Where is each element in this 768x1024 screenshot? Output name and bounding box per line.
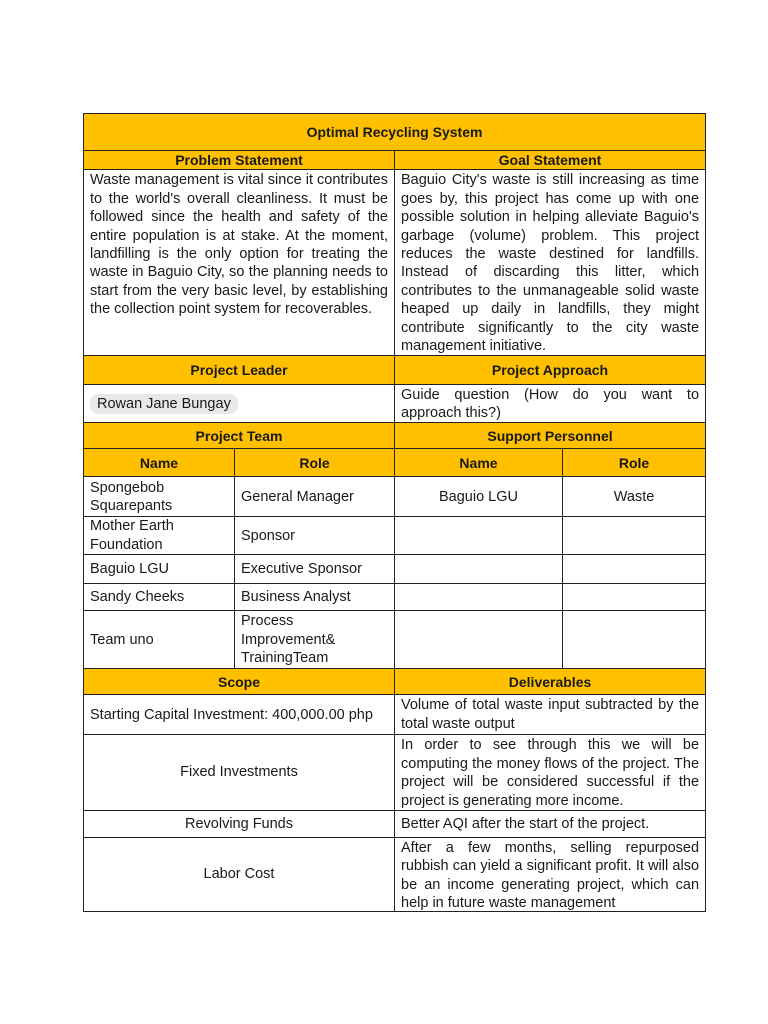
team-member-name: Team uno <box>84 611 235 669</box>
support-empty-cell <box>563 611 706 669</box>
team-name-column-header: Name <box>84 449 235 477</box>
goal-statement-text: Baguio City's waste is still increasing as time goes by, this project has come up with one possible solution in helping alleviate Baguio's garbage (volume) problem. This project reduces the waste destined for landfills. Instead of discarding this litter, which contributes to the unmanageable solid waste heaped up daily in landfills, they might contribute significantly to the city waste management initiative. <box>395 170 706 356</box>
team-member-name: Mother Earth Foundation <box>84 517 235 555</box>
scope-heading: Scope <box>84 669 395 695</box>
support-empty-cell <box>563 517 706 555</box>
scope-item: Starting Capital Investment: 400,000.00 php <box>84 695 395 735</box>
support-empty-cell <box>395 555 563 584</box>
problem-statement-text: Waste management is vital since it contributes to the world's overall cleanliness. It must be followed since the health and safety of the entire population is at stake. At the moment, landfilling is the only option for treating the waste in Baguio City, so the planning needs to start from the very basic level, by establishing the collection point system for recoverables. <box>84 170 395 356</box>
support-empty-cell <box>395 611 563 669</box>
project-leader-cell <box>84 385 395 423</box>
table-row <box>84 611 706 669</box>
problem-statement-heading: Problem Statement <box>84 151 395 170</box>
team-role-column-header: Role <box>235 449 395 477</box>
statement-header-row <box>84 151 706 170</box>
team-member-role: Business Analyst <box>235 584 395 611</box>
statement-text-row <box>84 170 706 356</box>
team-column-header-row <box>84 449 706 477</box>
leader-approach-row <box>84 385 706 423</box>
support-personnel-heading: Support Personnel <box>395 423 706 449</box>
scope-item: Fixed Investments <box>84 735 395 811</box>
scope-deliverables-header-row <box>84 669 706 695</box>
support-name-column-header: Name <box>395 449 563 477</box>
support-role-column-header: Role <box>563 449 706 477</box>
team-support-header-row <box>84 423 706 449</box>
charter-title: Optimal Recycling System <box>84 114 706 151</box>
team-member-name: Spongebob Squarepants <box>84 477 235 517</box>
support-member-name: Baguio LGU <box>395 477 563 517</box>
table-row <box>84 555 706 584</box>
team-member-name: Sandy Cheeks <box>84 584 235 611</box>
team-member-role: Executive Sponsor <box>235 555 395 584</box>
project-team-heading: Project Team <box>84 423 395 449</box>
deliverable-item: Better AQI after the start of the project. <box>395 810 706 837</box>
table-row <box>84 810 706 837</box>
table-row <box>84 695 706 735</box>
table-row <box>84 735 706 811</box>
support-empty-cell <box>395 584 563 611</box>
support-empty-cell <box>563 584 706 611</box>
leader-approach-header-row <box>84 356 706 385</box>
deliverable-item: Volume of total waste input subtracted by the total waste output <box>395 695 706 735</box>
team-member-role: General Manager <box>235 477 395 517</box>
table-row <box>84 517 706 555</box>
goal-statement-heading: Goal Statement <box>395 151 706 170</box>
project-leader-name: Rowan Jane Bungay <box>90 394 238 414</box>
table-row <box>84 837 706 911</box>
support-empty-cell <box>563 555 706 584</box>
support-member-role: Waste <box>563 477 706 517</box>
project-leader-heading: Project Leader <box>84 356 395 385</box>
project-approach-heading: Project Approach <box>395 356 706 385</box>
team-member-role: Sponsor <box>235 517 395 555</box>
team-member-name: Baguio LGU <box>84 555 235 584</box>
scope-item: Labor Cost <box>84 837 395 911</box>
team-member-role: Process Improvement& TrainingTeam <box>235 611 395 669</box>
support-empty-cell <box>395 517 563 555</box>
deliverable-cell <box>395 837 706 911</box>
project-approach-text: Guide question (How do you want to approach this?) <box>395 385 706 423</box>
table-row <box>84 477 706 517</box>
title-row <box>84 114 706 151</box>
scope-item: Revolving Funds <box>84 810 395 837</box>
deliverable-item: After a few months, selling repurposed rubbish can yield a significant profit. It will also be an income generating project, which can help in future waste management <box>401 839 700 911</box>
table-row <box>84 584 706 611</box>
project-charter-table <box>83 113 706 912</box>
deliverable-item: In order to see through this we will be computing the money flows of the project. The project will be considered successful if the project is generating more income. <box>395 735 706 811</box>
deliverables-heading: Deliverables <box>395 669 706 695</box>
